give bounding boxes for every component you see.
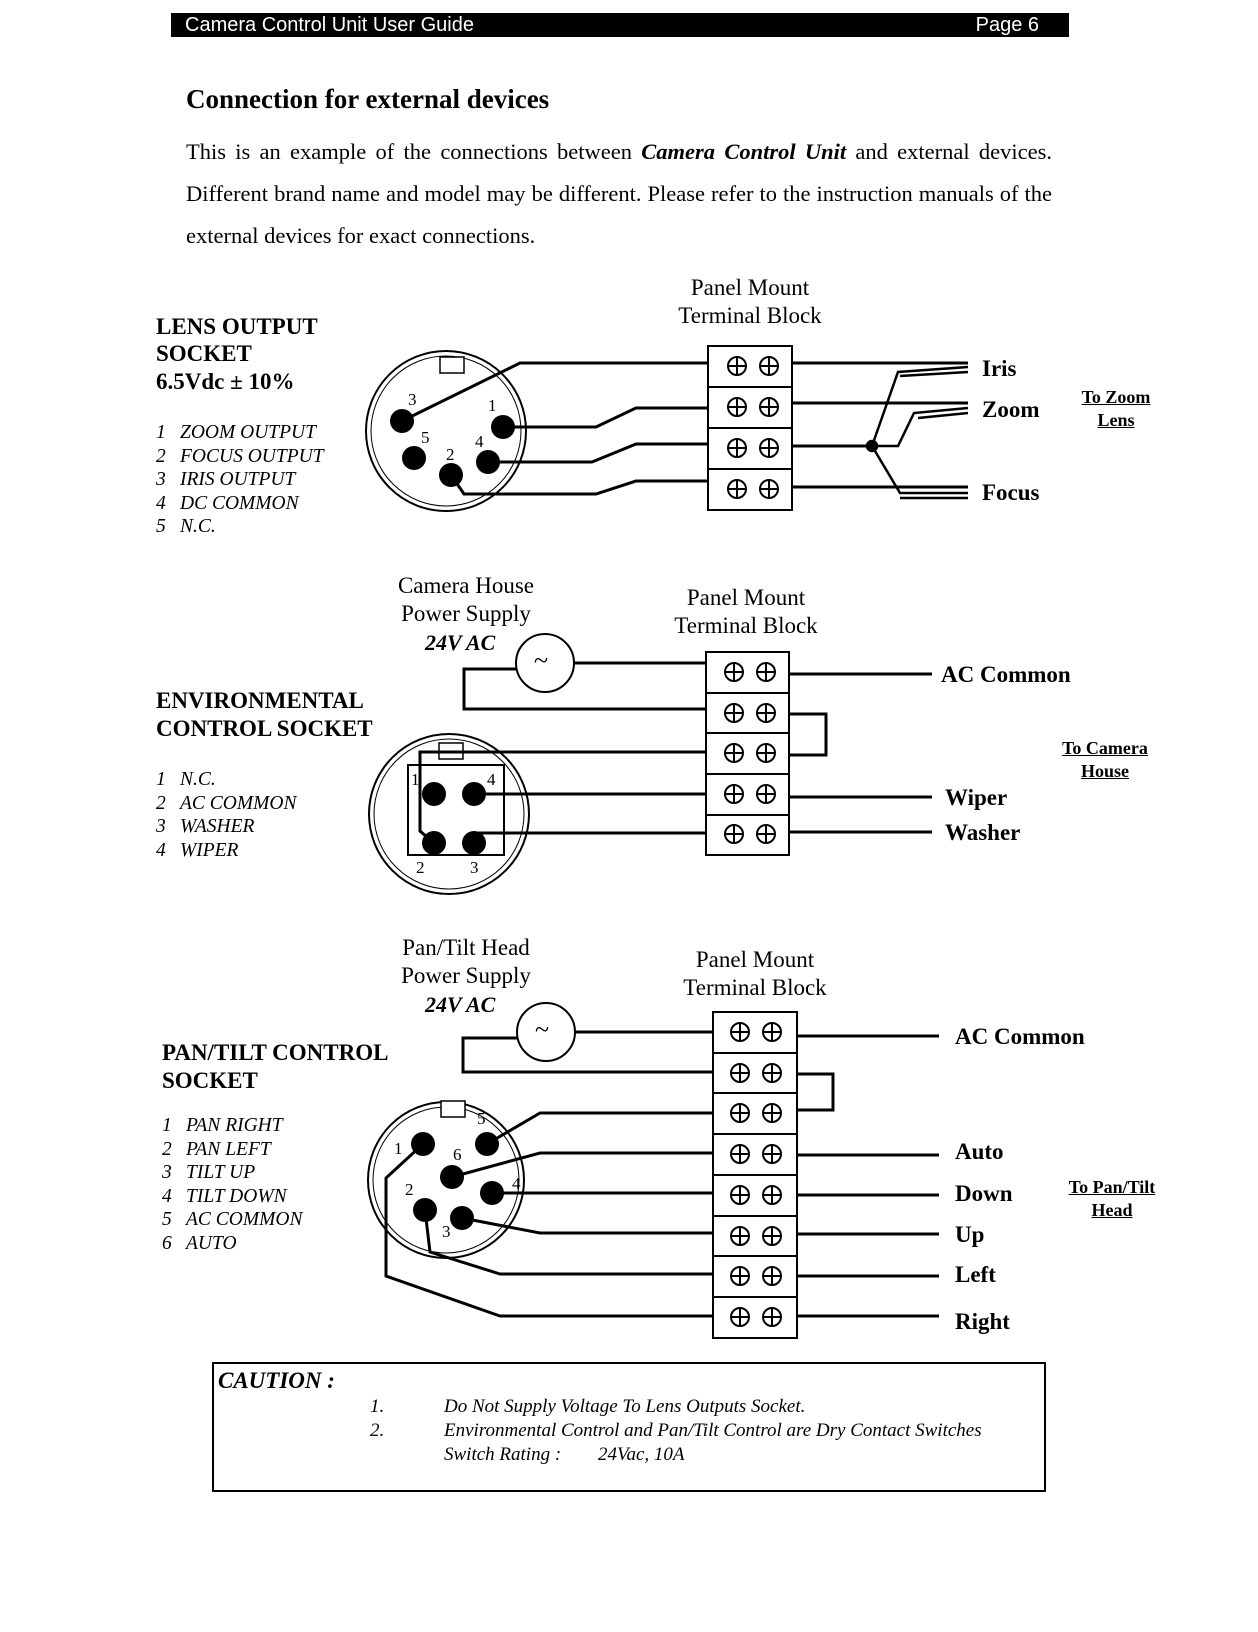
list-item: 5 N.C. — [156, 516, 216, 537]
lens-pin-label-2: 2 — [446, 445, 455, 464]
caution-item-2-text: Environmental Control and Pan/Tilt Control are Dry Contact Switches — [444, 1420, 982, 1441]
env-heading-2: CONTROL SOCKET — [156, 716, 373, 741]
pt-output-up: Up — [955, 1222, 985, 1247]
caution-item-2-num: 2. — [370, 1420, 385, 1441]
list-item: 2 PAN LEFT — [162, 1138, 271, 1160]
list-item: 1 PAN RIGHT — [162, 1115, 283, 1136]
camera-house-voltage: 24V AC — [425, 630, 496, 655]
list-item: 4 DC COMMON — [156, 492, 299, 514]
document-title: Camera Control Unit User Guide — [185, 14, 474, 36]
lens-heading-2: SOCKET — [156, 341, 252, 366]
environmental-terminal-block — [706, 652, 789, 855]
env-pin-1 — [422, 782, 446, 806]
pt-pin-label-2: 2 — [405, 1180, 414, 1199]
lens-spec: 6.5Vdc ± 10% — [156, 369, 295, 394]
lens-destination: To Zoom Lens — [1081, 387, 1151, 430]
list-item: 3 WASHER — [156, 816, 255, 837]
lens-socket-connector — [366, 351, 526, 511]
env-pin-label-3: 3 — [470, 858, 479, 877]
pt-pin-label-4: 4 — [512, 1174, 521, 1193]
list-item: 1 N.C. — [156, 769, 216, 790]
lens-output-focus: Focus — [982, 480, 1040, 505]
list-item: 4 TILT DOWN — [162, 1185, 287, 1207]
list-item: 6 AUTO — [162, 1232, 237, 1254]
lens-pin-label-3: 3 — [408, 390, 417, 409]
section-title: Connection for external devices — [186, 84, 550, 114]
lens-wires — [402, 363, 968, 494]
lens-terminal-block — [708, 346, 792, 510]
pt-output-left: Left — [955, 1262, 996, 1287]
lens-pin-label-5: 5 — [421, 428, 430, 447]
env-pin-label-4: 4 — [487, 770, 496, 789]
pan-tilt-terminal-block — [713, 1012, 797, 1338]
pt-pin-label-6: 6 — [453, 1145, 462, 1164]
pt-pin-list — [162, 1114, 302, 1255]
list-item: 3 IRIS OUTPUT — [156, 469, 296, 490]
lens-terminal-title: Panel Mount Terminal Block — [678, 275, 822, 328]
env-heading-1: ENVIRONMENTAL — [156, 688, 364, 713]
lens-heading-1: LENS OUTPUT — [156, 314, 318, 339]
camera-house-supply-label: Camera House Power Supply — [397, 573, 535, 626]
pt-output-right: Right — [955, 1309, 1010, 1334]
pt-pin-label-1: 1 — [394, 1139, 403, 1158]
env-output-ac-common: AC Common — [941, 662, 1071, 687]
lens-wire-harness — [867, 367, 968, 498]
pt-pin-label-3: 3 — [442, 1222, 451, 1241]
caution-item-1-num: 1. — [370, 1396, 385, 1417]
lens-pin-label-1: 1 — [488, 396, 497, 415]
list-item: 2 FOCUS OUTPUT — [156, 445, 324, 467]
intro-text-1: This is an example of the connections between — [186, 139, 642, 164]
pt-output-down: Down — [955, 1181, 1013, 1206]
environmental-socket-connector — [369, 734, 529, 894]
pan-tilt-voltage: 24V AC — [425, 992, 496, 1017]
ac-source-icon: ~ — [534, 646, 549, 675]
intro-text-2: and external devices. Different brand name and model may be different. Please refer to the instruction manuals of the external devices for exact connections. — [186, 139, 1052, 248]
list-item: 4 WIPER — [156, 839, 239, 861]
lens-pin-5 — [402, 446, 426, 470]
pan-tilt-supply-label: Pan/Tilt Head Power Supply — [401, 935, 531, 988]
page-number: Page 6 — [975, 14, 1039, 36]
lens-output-zoom: Zoom — [982, 397, 1040, 422]
caution-box — [212, 1362, 1046, 1492]
pt-heading-1: PAN/TILT CONTROL — [162, 1040, 389, 1065]
pt-terminal-title: Panel Mount Terminal Block — [683, 947, 827, 1000]
pt-destination: To Pan/Tilt Head — [1068, 1177, 1156, 1220]
env-pin-label-2: 2 — [416, 858, 425, 877]
pt-heading-2: SOCKET — [162, 1068, 258, 1093]
env-pin-list — [156, 768, 296, 862]
list-item: 3 TILT UP — [162, 1162, 256, 1183]
switch-rating-value: 24Vac, 10A — [598, 1444, 685, 1465]
lens-pin-list — [156, 421, 324, 539]
pt-output-auto: Auto — [955, 1139, 1004, 1164]
caution-title: CAUTION : — [218, 1368, 335, 1393]
list-item: 1 ZOOM OUTPUT — [156, 422, 316, 443]
list-item: 2 AC COMMON — [156, 792, 297, 814]
caution-item-1-text: Do Not Supply Voltage To Lens Outputs Socket. — [444, 1396, 806, 1417]
env-pin-label-1: 1 — [411, 770, 420, 789]
lens-output-iris: Iris — [982, 356, 1017, 381]
env-terminal-title: Panel Mount Terminal Block — [674, 585, 818, 638]
intro-emphasis: Camera Control Unit — [641, 139, 847, 164]
env-destination: To Camera House — [1062, 738, 1148, 781]
pt-pin-label-5: 5 — [477, 1109, 486, 1128]
list-item: 5 AC COMMON — [162, 1209, 303, 1230]
ac-source-icon: ~ — [535, 1015, 550, 1044]
env-output-washer: Washer — [945, 820, 1021, 845]
pan-tilt-wires — [386, 1032, 939, 1316]
lens-pin-label-4: 4 — [475, 432, 484, 451]
env-pin-3 — [462, 831, 486, 855]
pt-output-ac-common: AC Common — [955, 1024, 1085, 1049]
environmental-wires — [420, 663, 932, 843]
switch-rating-label: Switch Rating : — [444, 1444, 562, 1465]
env-output-wiper: Wiper — [945, 785, 1008, 810]
